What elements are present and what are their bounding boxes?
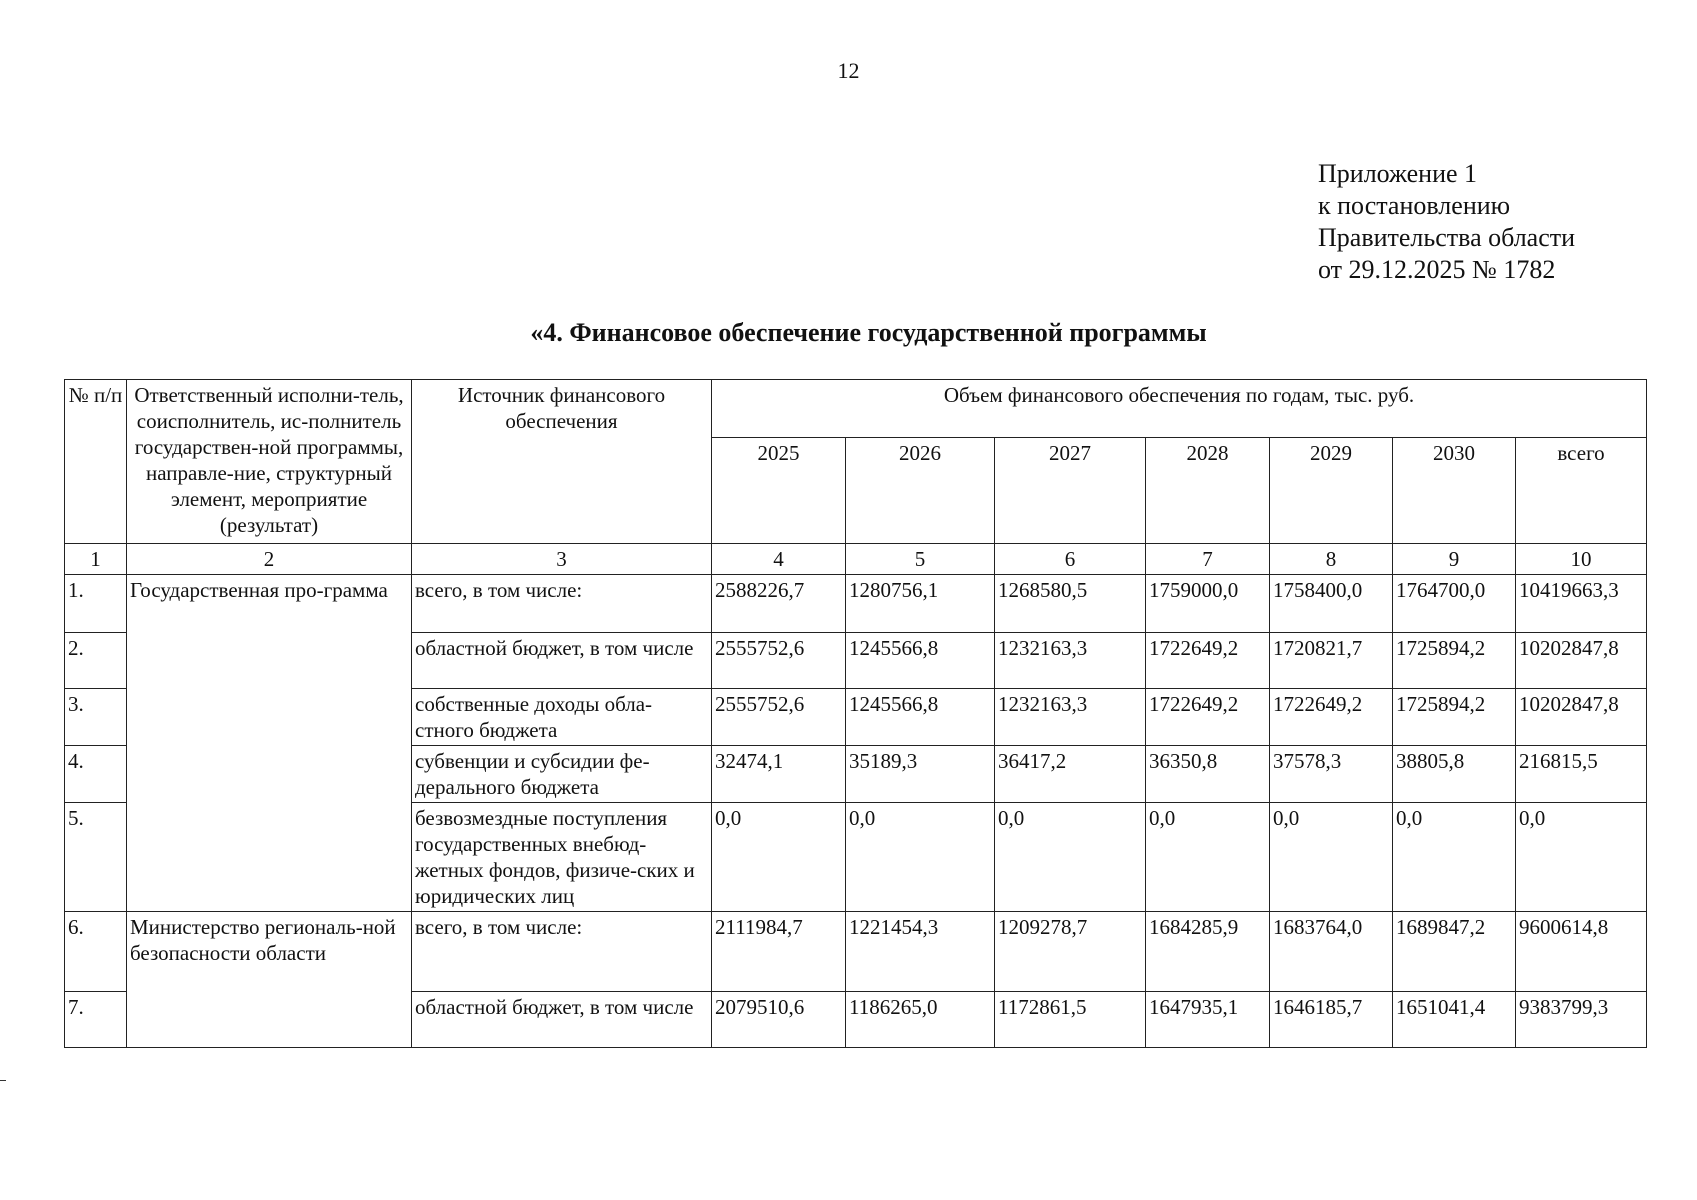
row-value: 10419663,3 [1516, 575, 1647, 633]
row-value: 1722649,2 [1146, 689, 1270, 746]
row-source: всего, в том числе: [412, 912, 712, 992]
row-source: собственные доходы обла-стного бюджета [412, 689, 712, 746]
row-value: 1684285,9 [1146, 912, 1270, 992]
row-value: 1651041,4 [1393, 992, 1516, 1048]
row-value: 1186265,0 [846, 992, 995, 1048]
row-value: 0,0 [1146, 803, 1270, 912]
row-value: 36350,8 [1146, 746, 1270, 803]
row-value: 1758400,0 [1270, 575, 1393, 633]
row-number: 4. [65, 746, 127, 803]
row-value: 1689847,2 [1393, 912, 1516, 992]
appendix-block [1318, 158, 1575, 286]
header-year: 2030 [1393, 438, 1516, 544]
header-total: всего [1516, 438, 1647, 544]
header-year: 2027 [995, 438, 1146, 544]
table-row [65, 912, 1647, 992]
row-value: 1172861,5 [995, 992, 1146, 1048]
row-value: 1245566,8 [846, 689, 995, 746]
row-source: областной бюджет, в том числе [412, 992, 712, 1048]
column-number: 2 [127, 544, 412, 575]
row-source: областной бюджет, в том числе [412, 633, 712, 689]
row-number: 7. [65, 992, 127, 1048]
column-number: 4 [712, 544, 846, 575]
row-value: 2555752,6 [712, 633, 846, 689]
row-value: 36417,2 [995, 746, 1146, 803]
row-value: 1759000,0 [1146, 575, 1270, 633]
appendix-line: к постановлению [1318, 191, 1511, 220]
row-value: 1764700,0 [1393, 575, 1516, 633]
row-value: 1725894,2 [1393, 633, 1516, 689]
row-value: 0,0 [1393, 803, 1516, 912]
row-value: 9600614,8 [1516, 912, 1647, 992]
row-value: 1683764,0 [1270, 912, 1393, 992]
row-value: 37578,3 [1270, 746, 1393, 803]
margin-mark [0, 1080, 6, 1081]
row-value: 2588226,7 [712, 575, 846, 633]
row-value: 0,0 [995, 803, 1146, 912]
column-number: 3 [412, 544, 712, 575]
row-value: 1232163,3 [995, 689, 1146, 746]
row-value: 2079510,6 [712, 992, 846, 1048]
row-value: 38805,8 [1393, 746, 1516, 803]
header-year: 2028 [1146, 438, 1270, 544]
row-executor: Государственная про-грамма [127, 575, 412, 912]
column-number: 8 [1270, 544, 1393, 575]
row-value: 1647935,1 [1146, 992, 1270, 1048]
header-source: Источник финансового обеспечения [412, 380, 712, 544]
header-year: 2029 [1270, 438, 1393, 544]
row-source: всего, в том числе: [412, 575, 712, 633]
column-number: 5 [846, 544, 995, 575]
row-value: 2111984,7 [712, 912, 846, 992]
row-value: 1245566,8 [846, 633, 995, 689]
header-volume: Объем финансового обеспечения по годам, тыс. руб. [712, 380, 1647, 438]
column-number: 10 [1516, 544, 1647, 575]
row-value: 1280756,1 [846, 575, 995, 633]
row-value: 10202847,8 [1516, 689, 1647, 746]
row-number: 1. [65, 575, 127, 633]
row-number: 6. [65, 912, 127, 992]
row-value: 32474,1 [712, 746, 846, 803]
appendix-line: Правительства области [1318, 223, 1576, 252]
column-number-row [65, 544, 1647, 575]
row-value: 9383799,3 [1516, 992, 1647, 1048]
row-value: 216815,5 [1516, 746, 1647, 803]
page-number: 12 [837, 58, 860, 83]
row-value: 1722649,2 [1146, 633, 1270, 689]
header-year: 2025 [712, 438, 846, 544]
row-number: 3. [65, 689, 127, 746]
row-executor: Министерство региональ-ной безопасности области [127, 912, 412, 1048]
appendix-line: от 29.12.2025 № 1782 [1318, 255, 1556, 284]
row-value: 1232163,3 [995, 633, 1146, 689]
column-number: 7 [1146, 544, 1270, 575]
document-title: «4. Финансовое обеспечение государственной программы [530, 318, 1207, 347]
row-value: 35189,3 [846, 746, 995, 803]
row-value: 10202847,8 [1516, 633, 1647, 689]
header-executor: Ответственный исполни-тель, соисполнитель, ис-полнитель государствен-ной программы, направле-ние, структурный элемент, мероприятие (результат) [127, 380, 412, 544]
row-value: 0,0 [1516, 803, 1647, 912]
row-number: 5. [65, 803, 127, 912]
row-value: 1720821,7 [1270, 633, 1393, 689]
financing-table [64, 379, 1647, 1048]
header-num: № п/п [65, 380, 127, 544]
row-value: 2555752,6 [712, 689, 846, 746]
row-number: 2. [65, 633, 127, 689]
column-number: 1 [65, 544, 127, 575]
table-row [65, 575, 1647, 633]
column-number: 9 [1393, 544, 1516, 575]
row-value: 1221454,3 [846, 912, 995, 992]
header-year: 2026 [846, 438, 995, 544]
row-value: 0,0 [712, 803, 846, 912]
row-value: 0,0 [1270, 803, 1393, 912]
row-value: 0,0 [846, 803, 995, 912]
row-source: субвенции и субсидии фе-дерального бюджета [412, 746, 712, 803]
row-source: безвозмездные поступления государственных внебюд-жетных фондов, физиче-ских и юридических лиц [412, 803, 712, 912]
row-value: 1209278,7 [995, 912, 1146, 992]
row-value: 1268580,5 [995, 575, 1146, 633]
appendix-line: Приложение 1 [1318, 159, 1478, 188]
row-value: 1725894,2 [1393, 689, 1516, 746]
column-number: 6 [995, 544, 1146, 575]
row-value: 1646185,7 [1270, 992, 1393, 1048]
row-value: 1722649,2 [1270, 689, 1393, 746]
